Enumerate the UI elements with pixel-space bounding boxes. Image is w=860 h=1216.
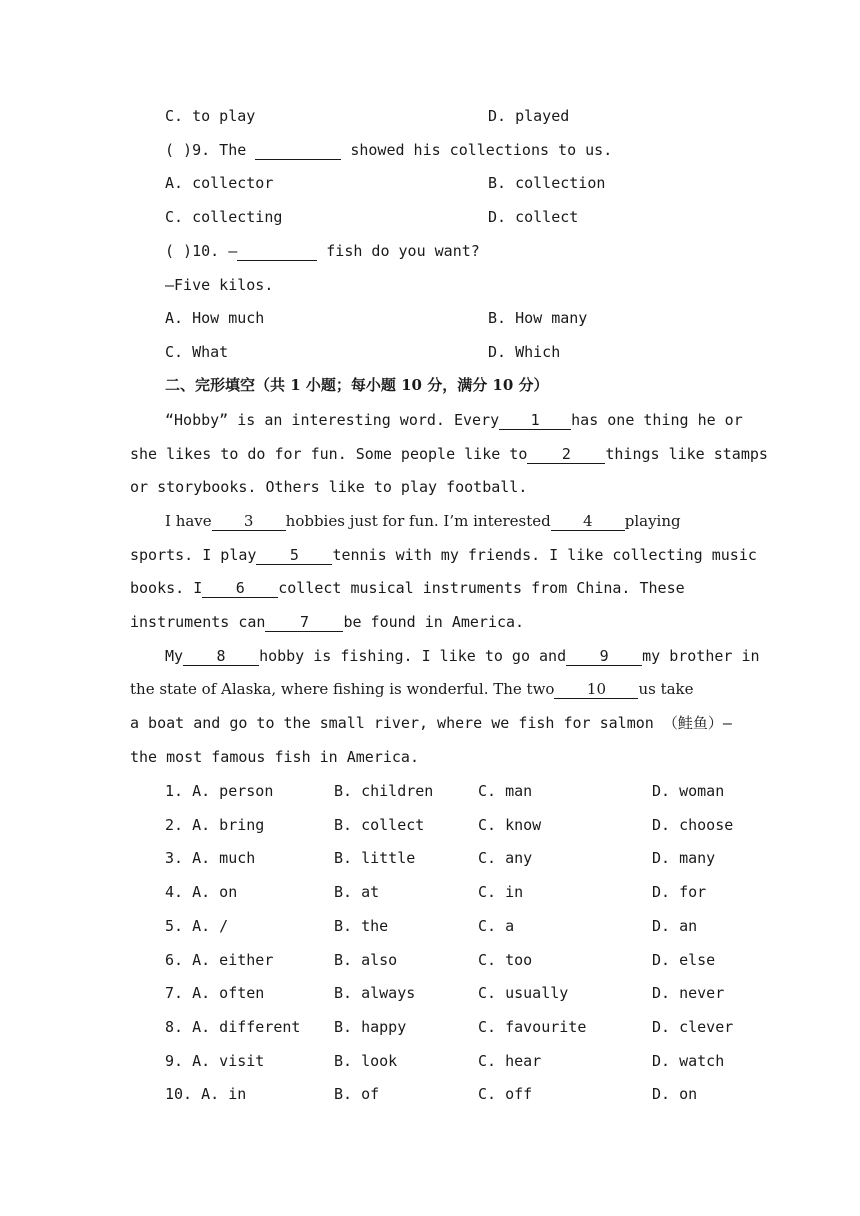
passage-line [130,444,768,464]
cloze-4-option-a: 4. A. on [165,883,238,901]
cloze-2-option-d: D. choose [652,816,734,834]
cloze-10-option-a: 10. A. in [165,1085,247,1103]
cloze-1-option-c: C. man [478,782,533,800]
passage-text: my brother in [642,647,760,665]
q10-answer: —Five kilos. [165,276,274,294]
q8-option-d: D. played [488,107,570,125]
passage-line: or storybooks. Others like to play football. [130,478,528,496]
q10-rest: fish do you want? [326,242,480,260]
cloze-5-option-a: 5. A. / [165,917,229,935]
blank-6: 6 [202,580,278,598]
q10-option-b: B. How many [488,309,588,327]
passage-text: hobbies just for fun. I’m interested [285,512,551,530]
passage-line [165,410,743,430]
q9-stem [165,140,612,160]
q9-option-c: C. collecting [165,208,283,226]
cloze-7-option-d: D. never [652,984,725,1002]
passage-text: I have [165,512,212,530]
blank-1: 1 [499,412,571,430]
passage-text: playing [624,512,681,530]
q9-option-a: A. collector [165,174,274,192]
cloze-5-option-b: B. the [334,917,389,935]
passage-line [130,679,694,699]
passage-line [165,511,681,531]
q10-option-a: A. How much [165,309,265,327]
blank-2: 2 [527,446,605,464]
blank-5: 5 [256,547,332,565]
cloze-6-option-a: 6. A. either [165,951,274,969]
cloze-3-option-d: D. many [652,849,716,867]
cloze-9-option-c: C. hear [478,1052,542,1070]
cloze-1-option-d: D. woman [652,782,725,800]
blank-7: 7 [265,614,343,632]
blank-9: 9 [566,648,642,666]
passage-line: the most famous fish in America. [130,748,419,766]
cloze-4-option-c: C. in [478,883,524,901]
passage-text: us take [638,680,694,698]
passage-text: “Hobby” is an interesting word. Every [165,411,500,429]
passage-text: books. I [130,579,203,597]
cloze-6-option-c: C. too [478,951,533,969]
cloze-7-option-b: B. always [334,984,416,1002]
cloze-10-option-d: D. on [652,1085,698,1103]
cloze-4-option-b: B. at [334,883,380,901]
cloze-9-option-b: B. look [334,1052,398,1070]
blank-4: 4 [551,513,625,531]
passage-text: collect musical instruments from China. These [278,579,685,597]
q9-option-d: D. collect [488,208,579,226]
cloze-2-option-c: C. know [478,816,542,834]
passage-text: tennis with my friends. I like collecting music [332,546,757,564]
q8-option-c: C. to play [165,107,256,125]
q10-stem [165,241,480,261]
q9-rest: showed his collections to us. [350,141,613,159]
blank-3: 3 [212,513,286,531]
passage-line: a boat and go to the small river, where we fish for salmon （鲑鱼）— [130,714,732,732]
passage-text: be found in America. [343,613,525,631]
cloze-3-option-b: B. little [334,849,416,867]
cloze-6-option-d: D. else [652,951,716,969]
passage-text: My [165,647,184,665]
q10-option-d: D. Which [488,343,561,361]
cloze-10-option-b: B. of [334,1085,380,1103]
passage-text: sports. I play [130,546,257,564]
cloze-10-option-c: C. off [478,1085,533,1103]
cloze-8-option-c: C. favourite [478,1018,587,1036]
cloze-9-option-a: 9. A. visit [165,1052,265,1070]
passage-text: hobby is fishing. I like to go and [259,647,567,665]
cloze-1-option-a: 1. A. person [165,782,274,800]
cloze-3-option-c: C. any [478,849,533,867]
passage-text: has one thing he or [571,411,743,429]
q9-blank [255,142,341,160]
blank-10: 10 [554,681,638,699]
q9-option-b: B. collection [488,174,606,192]
cloze-6-option-b: B. also [334,951,398,969]
cloze-8-option-b: B. happy [334,1018,407,1036]
passage-line [165,646,760,666]
passage-line [130,545,757,565]
cloze-1-option-b: B. children [334,782,434,800]
blank-8: 8 [183,648,259,666]
cloze-9-option-d: D. watch [652,1052,725,1070]
cloze-2-option-a: 2. A. bring [165,816,265,834]
q10-paren: ( )10. — [165,242,238,260]
cloze-2-option-b: B. collect [334,816,425,834]
cloze-8-option-a: 8. A. different [165,1018,301,1036]
passage-text: the state of Alaska, where fishing is wonderful. The two [130,680,555,698]
q9-paren: ( )9. The [165,141,247,159]
passage-text: things like stamps [605,445,768,463]
passage-text: instruments can [130,613,266,631]
cloze-3-option-a: 3. A. much [165,849,256,867]
passage-line [130,612,524,632]
cloze-5-option-d: D. an [652,917,698,935]
passage-text: she likes to do for fun. Some people like to [130,445,528,463]
cloze-8-option-d: D. clever [652,1018,734,1036]
cloze-7-option-a: 7. A. often [165,984,265,1002]
q10-blank [237,243,317,261]
cloze-7-option-c: C. usually [478,984,569,1002]
cloze-4-option-d: D. for [652,883,707,901]
cloze-5-option-c: C. a [478,917,515,935]
section-heading: 二、完形填空（共 1 小题；每小题 10 分，满分 10 分） [165,376,549,394]
passage-line [130,578,685,598]
q10-option-c: C. What [165,343,229,361]
